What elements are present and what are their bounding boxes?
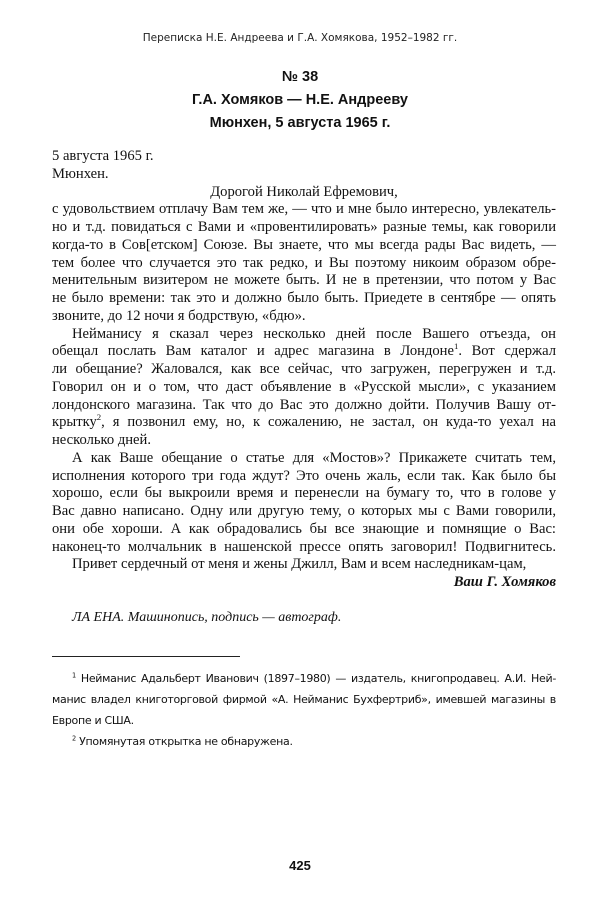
text-line [52,414,556,432]
footnote-ref[interactable]: 2 [96,412,102,423]
signature: Ваш Г. Хомяков [453,574,556,590]
footnote-ref[interactable]: 1 [453,341,459,352]
text-line: тем более что случается это так редко, и Вы поэтому никоим образом обре- [52,254,556,271]
footnote-divider [52,656,240,657]
text-line: Говорил он и о том, что даст объявление в «Русской мысли», с указанием [52,378,556,395]
footnote-text: Нейманис Адальберт Иванович (1897–1980) — издатель, книгопродавец. А.И. Ней- [80,672,556,685]
text-line: Вас давно написано. Одну или другую тему, о которых мы с Вами говорили, [52,503,556,519]
footnote-line: манис владел книготорговой фирмой «А. Нейманис Бухфертриб», имевшей магазины в [52,693,556,706]
footnote-1 [52,668,556,689]
text-line: несколько дней. [52,432,151,448]
text-line [52,343,556,361]
text-line: наконец-то молчальник в нашенской прессе опять заговорил! Подвигнитесь. [52,538,556,555]
footnote-2 [52,731,556,752]
text-line: ли обещание? Жаловался, как все сейчас, что загружен, перегружен и т.д. [52,361,556,377]
footnote-mark: 1 [72,671,76,680]
letter-number: № 38 [281,69,319,85]
footnote-line: Европе и США. [52,714,134,727]
footnote-mark: 2 [72,734,76,743]
source-note: ЛА ЕНА. Машинопись, подпись — автограф. [72,610,342,625]
text-fragment: крытку [52,414,97,431]
letter-body [52,148,556,592]
footnotes [52,668,556,752]
text-line: когда-то в Сов[етском] Союзе. Вы знаете, что мы всегда рады Вас видеть, — [52,236,556,253]
page-number: 425 [289,858,311,873]
footnote-text: Упомянутая открытка не обнаружена. [79,735,293,748]
text-line: они обе хороши. А как обрадовались бы все знающие и помнящие о Вас: [52,520,556,537]
text-line: звоните, до 12 ночи я бодрствую, «бдю». [52,307,306,324]
place-line: Мюнхен. [52,165,109,182]
text-fragment: , я позвонил ему, но, к сожалению, не застал, он куда-то уехал на [101,414,556,431]
text-line: А как Ваше обещание о статье для «Мостов»? Прикажете считать тем, [72,449,556,466]
text-line: менительным визитером не можете быть. И не в претензии, что потом у Вас [52,272,556,289]
text-line: Нейманису я сказал через несколько дней после Вашего отъезда, он [72,325,556,342]
salutation: Дорогой Николай Ефремович, [210,183,398,200]
closing-line: Привет сердечный от меня и жены Джилл, Вам и всем наследникам-цам, [72,556,527,573]
text-line: с удовольствием отплачу Вам тем же, — что и мне было интересно, увлекатель- [52,201,556,218]
text-line: исполнения которого три года ждут? Это очень жаль, если так. Как было бы [52,467,556,484]
letter-place-date: Мюнхен, 5 августа 1965 г. [209,115,391,131]
letter-from-to: Г.А. Хомяков — Н.Е. Андрееву [192,92,408,108]
text-fragment: обещал послать Вам каталог и адрес магазина в Лондоне [52,343,454,360]
text-line: но и т.д. повидаться с Вами и «провентилировать» разные темы, как говорили [52,219,556,235]
running-header: Переписка Н.Е. Андреева и Г.А. Хомякова, 1952–1982 гг. [142,32,458,44]
text-fragment: . Вот сдержал [458,343,557,360]
text-line: хорошо, если бы выкроили время и перенесли на бумагу то, что в голове у [52,485,556,502]
text-line: не было времени: так это и должно было быть. Приедете в сентябре — опять [52,290,556,306]
text-line: лондонского магазина. Так что до Вас это должно дойти. Получив Вашу от- [52,396,556,413]
date-line: 5 августа 1965 г. [52,148,154,164]
